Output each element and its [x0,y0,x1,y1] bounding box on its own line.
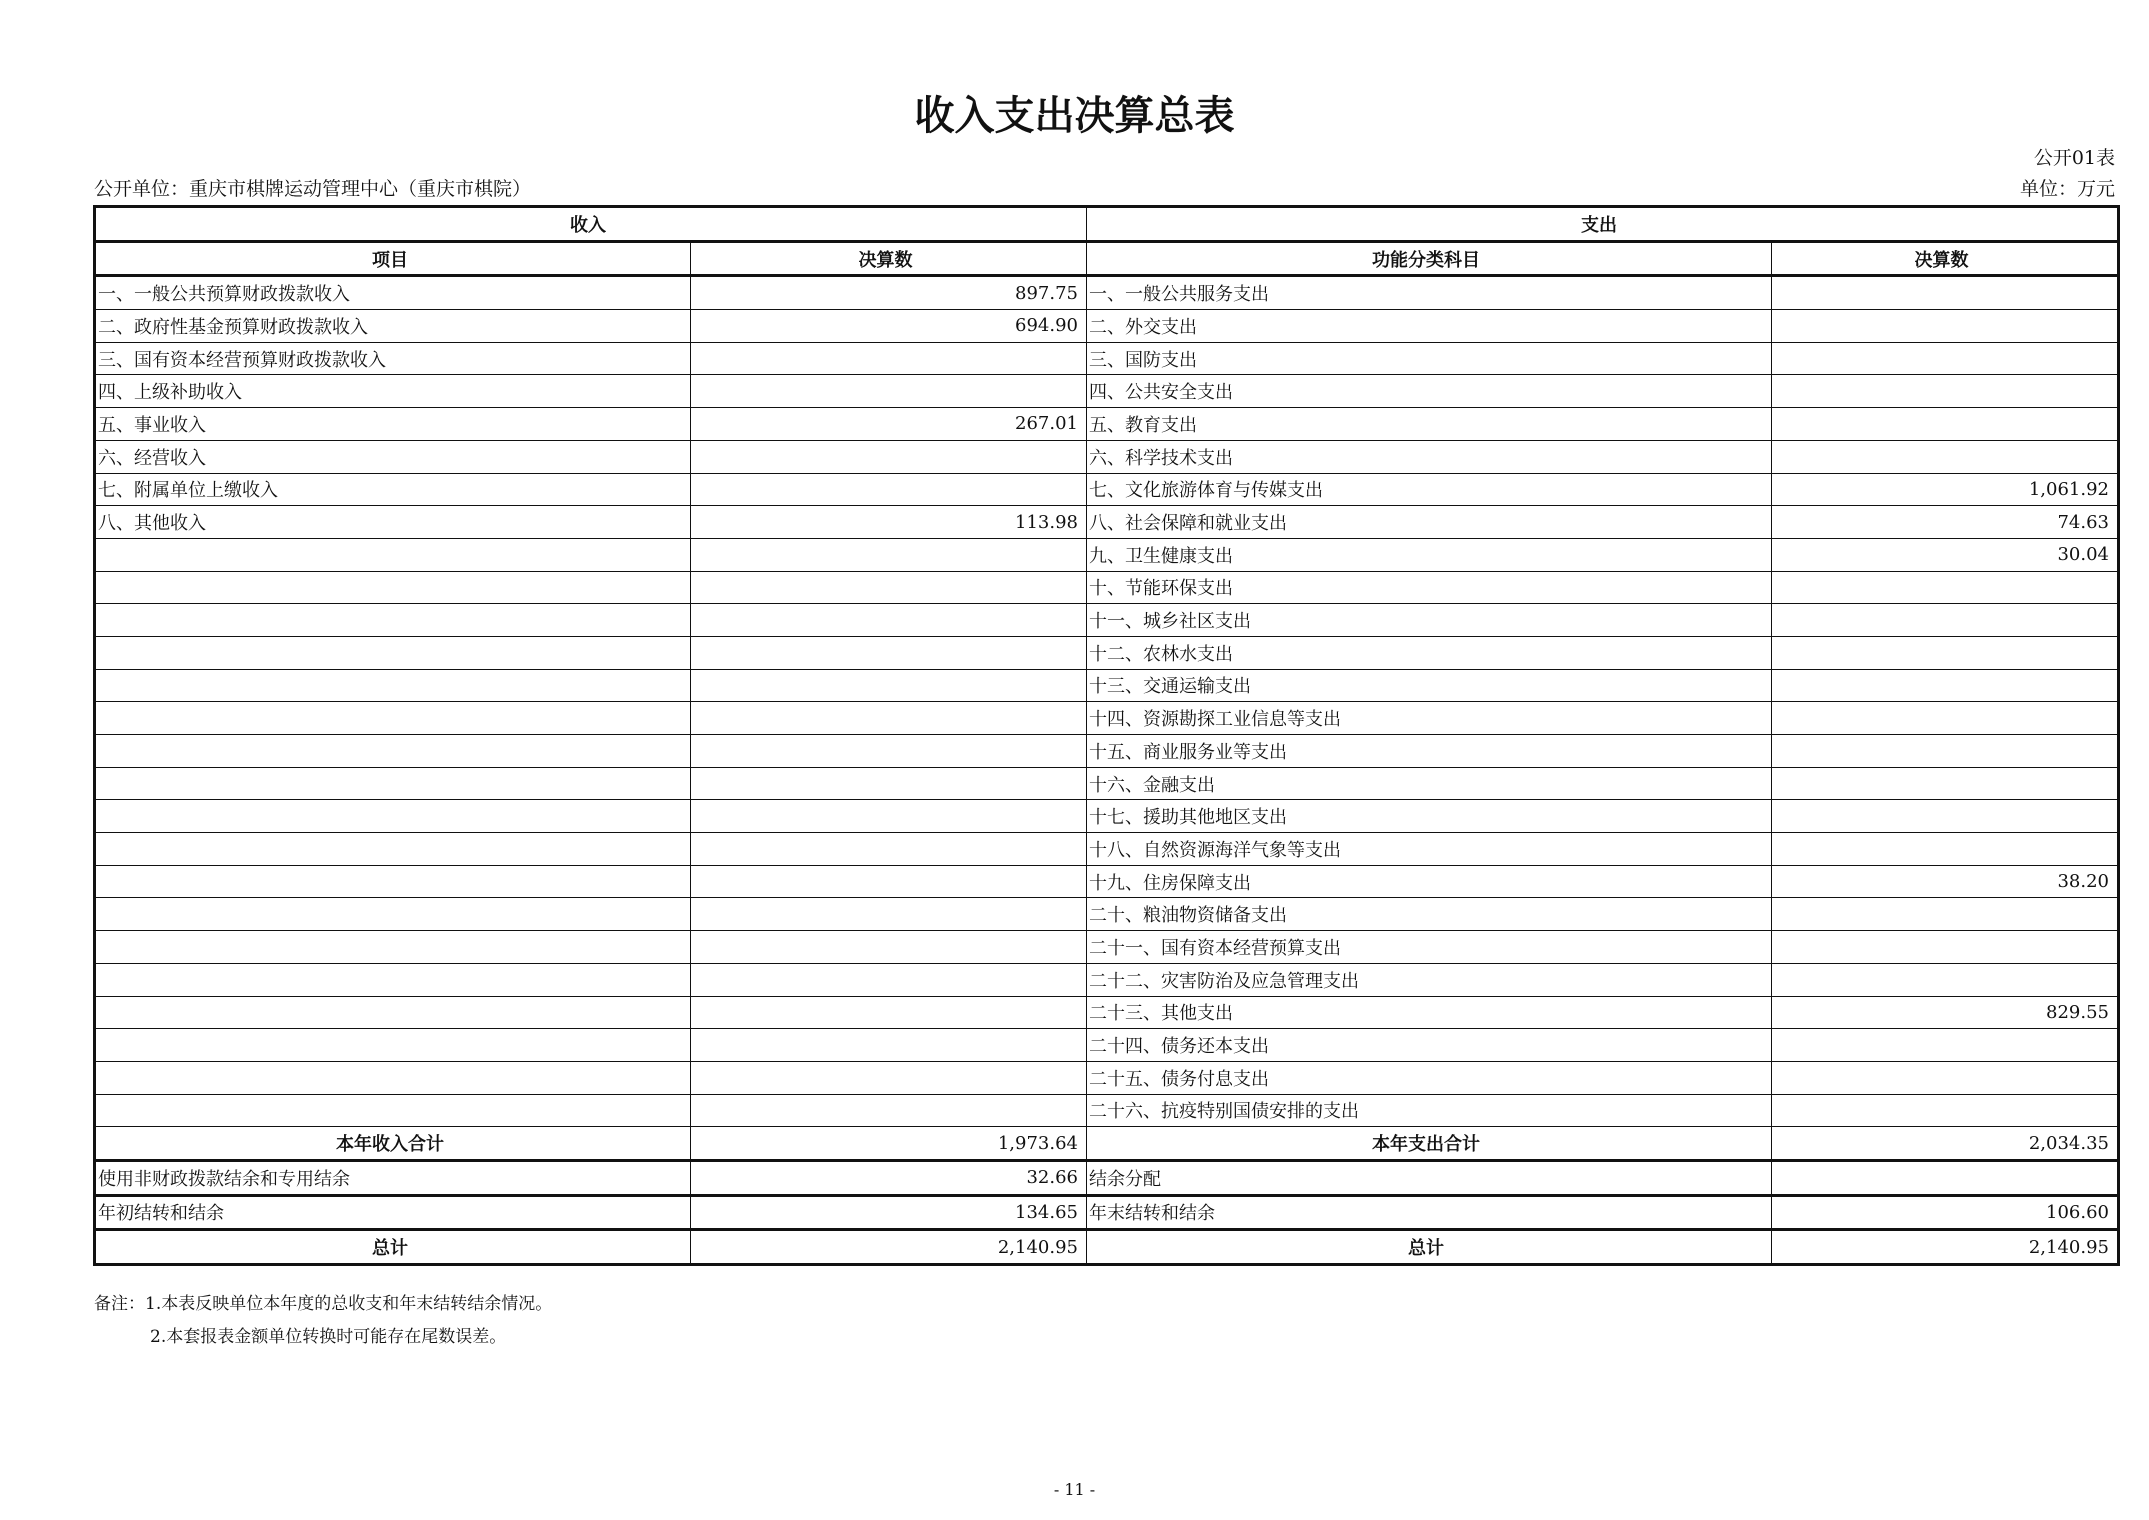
income-item [95,669,691,702]
income-amount [691,931,1087,964]
note-1: 备注：1.本表反映单位本年度的总收支和年末结转结余情况。 [94,1294,553,1314]
table-row [95,800,2119,833]
income-item: 八、其他收入 [95,506,691,539]
expense-item: 十二、农林水支出 [1087,636,1772,669]
income-item [95,800,691,833]
income-amount: 32.66 [691,1160,1087,1195]
income-amount [691,669,1087,702]
expense-amount [1772,1061,2119,1094]
table-row [95,996,2119,1029]
table-row [95,408,2119,441]
expense-item: 十五、商业服务业等支出 [1087,735,1772,768]
expense-item: 八、社会保障和就业支出 [1087,506,1772,539]
expense-amount [1772,1094,2119,1127]
table-row [95,604,2119,637]
section-header-row [95,207,2119,242]
expense-item: 三、国防支出 [1087,342,1772,375]
table-row [95,767,2119,800]
income-item: 七、附属单位上缴收入 [95,473,691,506]
income-amount [691,996,1087,1029]
expense-item: 九、卫生健康支出 [1087,538,1772,571]
income-item: 一、一般公共预算财政拨款收入 [95,276,691,310]
income-item [95,996,691,1029]
expense-amount: 1,061.92 [1772,473,2119,506]
page-title: 收入支出决算总表 [914,93,1235,139]
income-amount [691,833,1087,866]
income-item [95,833,691,866]
expense-amount [1772,1160,2119,1195]
income-item [95,538,691,571]
expense-amount: 38.20 [1772,865,2119,898]
table-row [95,276,2119,310]
reporting-unit: 公开单位：重庆市棋牌运动管理中心（重庆市棋院） [94,178,532,200]
income-amount [691,963,1087,996]
income-item: 六、经营收入 [95,440,691,473]
table-row [95,538,2119,571]
table-row [95,440,2119,473]
income-item [95,1029,691,1062]
table-row [95,571,2119,604]
expense-amount [1772,800,2119,833]
expense-amount [1772,931,2119,964]
income-item [95,1061,691,1094]
expense-amount: 829.55 [1772,996,2119,1029]
income-amount: 1,973.64 [691,1127,1087,1161]
expense-item: 二十一、国有资本经营预算支出 [1087,931,1772,964]
table-row [95,310,2119,343]
expense-item: 十九、住房保障支出 [1087,865,1772,898]
table-row [95,931,2119,964]
income-item [95,931,691,964]
income-item: 二、政府性基金预算财政拨款收入 [95,310,691,343]
income-item: 三、国有资本经营预算财政拨款收入 [95,342,691,375]
expense-amount: 74.63 [1772,506,2119,539]
expense-item: 二十二、灾害防治及应急管理支出 [1087,963,1772,996]
income-item: 使用非财政拨款结余和专用结余 [95,1160,691,1195]
income-amount [691,636,1087,669]
expense-amount [1772,408,2119,441]
expense-amount: 2,140.95 [1772,1230,2119,1265]
expense-item: 十七、援助其他地区支出 [1087,800,1772,833]
expense-amount [1772,963,2119,996]
expense-item: 十四、资源勘探工业信息等支出 [1087,702,1772,735]
income-header: 收入 [95,207,1087,242]
expense-item: 十、节能环保支出 [1087,571,1772,604]
table-row [95,833,2119,866]
table-row [95,473,2119,506]
expense-item: 十一、城乡社区支出 [1087,604,1772,637]
table-row [95,735,2119,768]
expense-item: 总计 [1087,1230,1772,1265]
expense-item: 二、外交支出 [1087,310,1772,343]
expense-item: 十三、交通运输支出 [1087,669,1772,702]
table-row [95,1029,2119,1062]
expense-amount [1772,735,2119,768]
income-amount [691,898,1087,931]
table-row [95,1160,2119,1195]
expense-item: 六、科学技术支出 [1087,440,1772,473]
table-row [95,702,2119,735]
expense-amount: 106.60 [1772,1195,2119,1230]
table-row [95,1127,2119,1161]
income-amount: 897.75 [691,276,1087,310]
expense-item: 五、教育支出 [1087,408,1772,441]
income-amount [691,767,1087,800]
notes [94,1288,552,1354]
income-amount [691,735,1087,768]
expense-amount: 30.04 [1772,538,2119,571]
income-expense-table [93,205,2120,1266]
currency-unit: 单位：万元 [2019,178,2115,200]
expense-amount [1772,669,2119,702]
expense-item: 二十四、债务还本支出 [1087,1029,1772,1062]
income-amount [691,538,1087,571]
table-row [95,506,2119,539]
col-amount2: 决算数 [1772,241,2119,276]
expense-amount [1772,898,2119,931]
income-item: 四、上级补助收入 [95,375,691,408]
income-amount: 694.90 [691,310,1087,343]
expense-amount [1772,636,2119,669]
expense-amount [1772,702,2119,735]
income-item [95,963,691,996]
income-amount [691,1029,1087,1062]
income-amount [691,702,1087,735]
col-amount: 决算数 [691,241,1087,276]
table-row [95,1094,2119,1127]
income-item [95,604,691,637]
income-item: 总计 [95,1230,691,1265]
table-row [95,1195,2119,1230]
expense-item: 结余分配 [1087,1160,1772,1195]
income-item: 五、事业收入 [95,408,691,441]
expense-header: 支出 [1087,207,2119,242]
table-row [95,375,2119,408]
income-amount: 113.98 [691,506,1087,539]
table-row [95,669,2119,702]
expense-item: 四、公共安全支出 [1087,375,1772,408]
expense-amount [1772,571,2119,604]
form-number: 公开01表 [2033,147,2115,169]
note-2: 2.本套报表金额单位转换时可能存在尾数误差。 [150,1327,507,1347]
income-item [95,1094,691,1127]
expense-item: 十八、自然资源海洋气象等支出 [1087,833,1772,866]
expense-amount: 2,034.35 [1772,1127,2119,1161]
income-amount [691,571,1087,604]
income-item: 年初结转和结余 [95,1195,691,1230]
table-row [95,963,2119,996]
table-row [95,898,2119,931]
income-amount: 267.01 [691,408,1087,441]
income-amount: 2,140.95 [691,1230,1087,1265]
income-item: 本年收入合计 [95,1127,691,1161]
column-header-row [95,241,2119,276]
income-amount [691,440,1087,473]
expense-item: 二十、粮油物资储备支出 [1087,898,1772,931]
expense-amount [1772,310,2119,343]
expense-item: 二十六、抗疫特别国债安排的支出 [1087,1094,1772,1127]
income-item [95,571,691,604]
expense-amount [1772,375,2119,408]
expense-item: 七、文化旅游体育与传媒支出 [1087,473,1772,506]
income-amount [691,604,1087,637]
expense-item: 本年支出合计 [1087,1127,1772,1161]
expense-item: 年末结转和结余 [1087,1195,1772,1230]
income-amount [691,375,1087,408]
expense-amount [1772,342,2119,375]
expense-item: 一、一般公共服务支出 [1087,276,1772,310]
page-number: - 11 - [1053,1480,1096,1499]
income-amount [691,1061,1087,1094]
expense-amount [1772,833,2119,866]
expense-amount [1772,767,2119,800]
income-item [95,865,691,898]
table-row [95,1230,2119,1265]
income-item [95,735,691,768]
income-amount [691,473,1087,506]
income-item [95,636,691,669]
expense-amount [1772,1029,2119,1062]
table-row [95,636,2119,669]
income-amount [691,1094,1087,1127]
expense-item: 十六、金融支出 [1087,767,1772,800]
income-item [95,898,691,931]
income-item [95,702,691,735]
income-amount: 134.65 [691,1195,1087,1230]
expense-amount [1772,440,2119,473]
col-func: 功能分类科目 [1087,241,1772,276]
table-row [95,1061,2119,1094]
expense-amount [1772,276,2119,310]
table-row [95,342,2119,375]
income-amount [691,865,1087,898]
table-row [95,865,2119,898]
expense-item: 二十五、债务付息支出 [1087,1061,1772,1094]
income-amount [691,342,1087,375]
expense-item: 二十三、其他支出 [1087,996,1772,1029]
income-amount [691,800,1087,833]
income-item [95,767,691,800]
expense-amount [1772,604,2119,637]
col-item: 项目 [95,241,691,276]
